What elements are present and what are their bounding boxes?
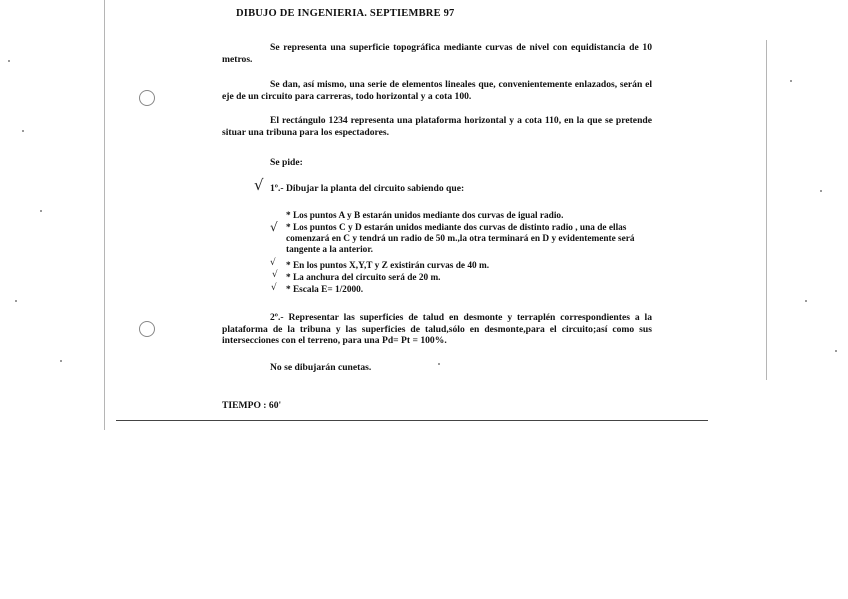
checkmark-icon: √: [272, 270, 278, 280]
bullet-xytz-curves: * En los puntos X,Y,T y Z existirán curvas de 40 m.: [286, 261, 490, 271]
time-label: TIEMPO : 60': [222, 400, 282, 411]
scan-speckle: [22, 130, 24, 132]
scan-speckle: [40, 210, 42, 212]
punch-hole-bottom: [139, 321, 155, 337]
scan-speckle: [790, 80, 792, 82]
bullet-scale: * Escala E= 1/2000.: [286, 285, 364, 295]
paragraph-topography: Se representa una superficie topográfica mediante curvas de nivel con equidistancia de 10 metros.: [222, 42, 652, 65]
bullet-cd-curves: * Los puntos C y D estarán unidos mediante dos curvas de distinto radio , una de ellas comenzará en C y tendrá un radio de 50 m.,la otra terminará en D y evidentemente será tangente a la anterior.: [286, 223, 635, 255]
checkmark-icon: √: [254, 176, 264, 194]
paragraph-platform: El rectángulo 1234 representa una plataforma horizontal y a cota 110, en la que se pretende situar una tribuna para los espectadores.: [222, 115, 652, 138]
scan-speckle: [15, 300, 17, 302]
bullet-ab-curves: * Los puntos A y B estarán unidos mediante dos curvas de igual radio.: [286, 211, 564, 221]
scan-speckle: [438, 363, 440, 365]
scan-line-right: [766, 40, 767, 380]
scan-speckle: [60, 360, 62, 362]
scan-line-left: [104, 0, 105, 430]
task-2: 2º.- Representar las superficies de talud en desmonte y terraplén correspondientes a la plataforma de la tribuna y las superficies de talud,sólo en desmonte,para el circuito;así como sus intersecciones con el terreno, para una Pd= Pt = 100%.: [222, 312, 652, 346]
checkmark-icon: √: [271, 283, 277, 293]
note-cunetas: No se dibujarán cunetas.: [270, 362, 372, 373]
bullet-width: * La anchura del circuito será de 20 m.: [286, 273, 441, 283]
scan-speckle: [8, 60, 10, 62]
scan-speckle: [805, 300, 807, 302]
scan-speckle: [835, 350, 837, 352]
punch-hole-top: [139, 90, 155, 106]
se-pide-label: Se pide:: [270, 157, 303, 168]
checkmark-icon: √: [270, 258, 276, 268]
document-title: DIBUJO DE INGENIERIA. SEPTIEMBRE 97: [236, 8, 455, 19]
task-1: 1º.- Dibujar la planta del circuito sabiendo que:: [270, 183, 465, 194]
bottom-rule: [116, 420, 708, 421]
scan-speckle: [820, 190, 822, 192]
paragraph-circuit: Se dan, así mismo, una serie de elementos lineales que, convenientemente enlazados, serán el eje de un circuito para carreras, todo horizontal y a cota 100.: [222, 79, 652, 102]
checkmark-icon: √: [270, 220, 278, 234]
